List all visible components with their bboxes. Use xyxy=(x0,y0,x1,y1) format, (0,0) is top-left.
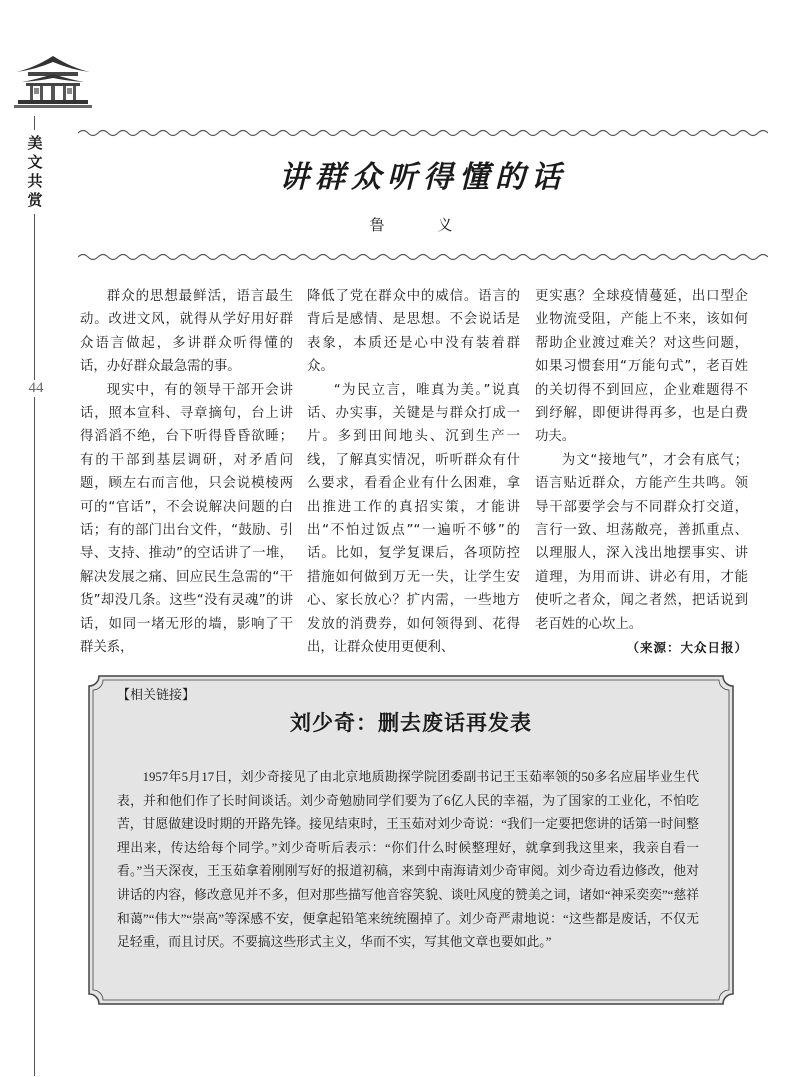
article-column-3 xyxy=(535,285,748,660)
related-body: 1957年5月17日，刘少奇接见了由北京地质勘探学院团委副书记王玉茹率领的50多名应届毕业生代表，并和他们作了长时间谈话。刘少奇勉励同学们要为了6亿人民的幸福，为了国家的工业化，不怕吃苦，甘愿做建设时期的开路先锋。接见结束时，王玉茹对刘少奇说：“我们一定要把您讲的话第一时间整理出来，传达给每个同学。”刘少奇听后表示：“你们什么时候整理好，就拿到我这里来，我亲自看一看。”当天深夜，王玉茹拿着刚刚写好的报道初稿，来到中南海请刘少奇审阅。刘少奇边看边修改，他对讲话的内容，修改意见并不多，但对那些描写他音容笑貌、谈吐风度的赞美之词，诸如“神采奕奕”“慈祥和蔼”“伟大”“崇高”等深感不安，便拿起铅笔来统统圈掉了。刘少奇严肃地说：“这些都是废话，不仅无足轻重，而且讨厌。不要搞这些形式主义，华而不实，写其他文章也要如此。” xyxy=(117,770,699,950)
article-title: 讲群众听得懂的话 xyxy=(279,160,567,195)
paragraph: “为民立言，唯真为美。”说真话、办实事，关键是与群众打成一片。多到田间地头、沉到生产一线，了解真实情况，听听群众有什么要求，看看企业有什么困难，拿出推进工作的真招实策，才能讲出“不怕过饭点”“一遍听不够”的话。比如，复学复课后，各项防控措施如何做到万无一失，让学生安心、家长放心？扩内需，一些地方发放的消费券，如何领得到、花得出，让群众使用更便利、 xyxy=(307,382,520,656)
pavilion-emblem xyxy=(14,50,92,110)
page-number: 44 xyxy=(21,380,51,397)
paragraph: 为文“接地气”，才会有底气；语言贴近群众，方能产生共鸣。领导干部要学会与不同群众打交道，言行一致、坦荡敞亮，善抓重点、以理服人，深入浅出地摆事实、讲道理，为用而讲、讲必有用，才能使听之者众，闻之者然，把话说到老百姓的心坎上。 xyxy=(535,452,748,632)
paragraph: 群众的思想最鲜活，语言最生动。改进文风，就得从学好用好群众语言做起，多讲群众听得懂的话，办好群众最急需的事。 xyxy=(80,289,293,375)
article-author: 鲁 义 xyxy=(369,216,477,234)
article-column-1 xyxy=(80,285,293,660)
related-tag: 【相关链接】 xyxy=(117,688,196,703)
related-title: 刘少奇：删去废话再发表 xyxy=(290,710,532,735)
wave-divider-top xyxy=(78,128,768,138)
wave-divider-bottom xyxy=(78,252,768,262)
article-source: （来源：大众日报） xyxy=(626,640,748,656)
paragraph: 现实中，有的领导干部开会讲话，照本宣科、寻章摘句，台上讲得滔滔不绝，台下听得昏昏欲睡；有的干部到基层调研，对矛盾问题，顾左右而言他，只会说模棱两可的“官话”，不会说解决问题的白话；有的部门出台文件，“鼓励、引导、支持、推动”的空话讲了一堆，解决发展之痛、回应民生急需的“干货”却没几条。这些“没有灵魂”的讲话，如同一堵无形的墙，影响了干群关系， xyxy=(80,382,293,656)
paragraph-continued: 更实惠？全球疫情蔓延，出口型企业物流受阻，产能上不来，该如何帮助企业渡过难关？对这些问题，如果习惯套用“万能句式”，老百姓的关切得不到回应，企业难题得不到纾解，即便讲得再多，也是白费功夫。 xyxy=(535,289,748,445)
margin-rule xyxy=(34,116,35,1076)
section-label: 美文共赏 xyxy=(24,130,46,214)
article-column-2 xyxy=(307,285,520,660)
paragraph-continued: 降低了党在群众中的威信。语言的背后是感情、是思想。不会说话是表象，本质还是心中没有装着群众。 xyxy=(307,289,520,375)
related-link-box xyxy=(87,674,735,1006)
